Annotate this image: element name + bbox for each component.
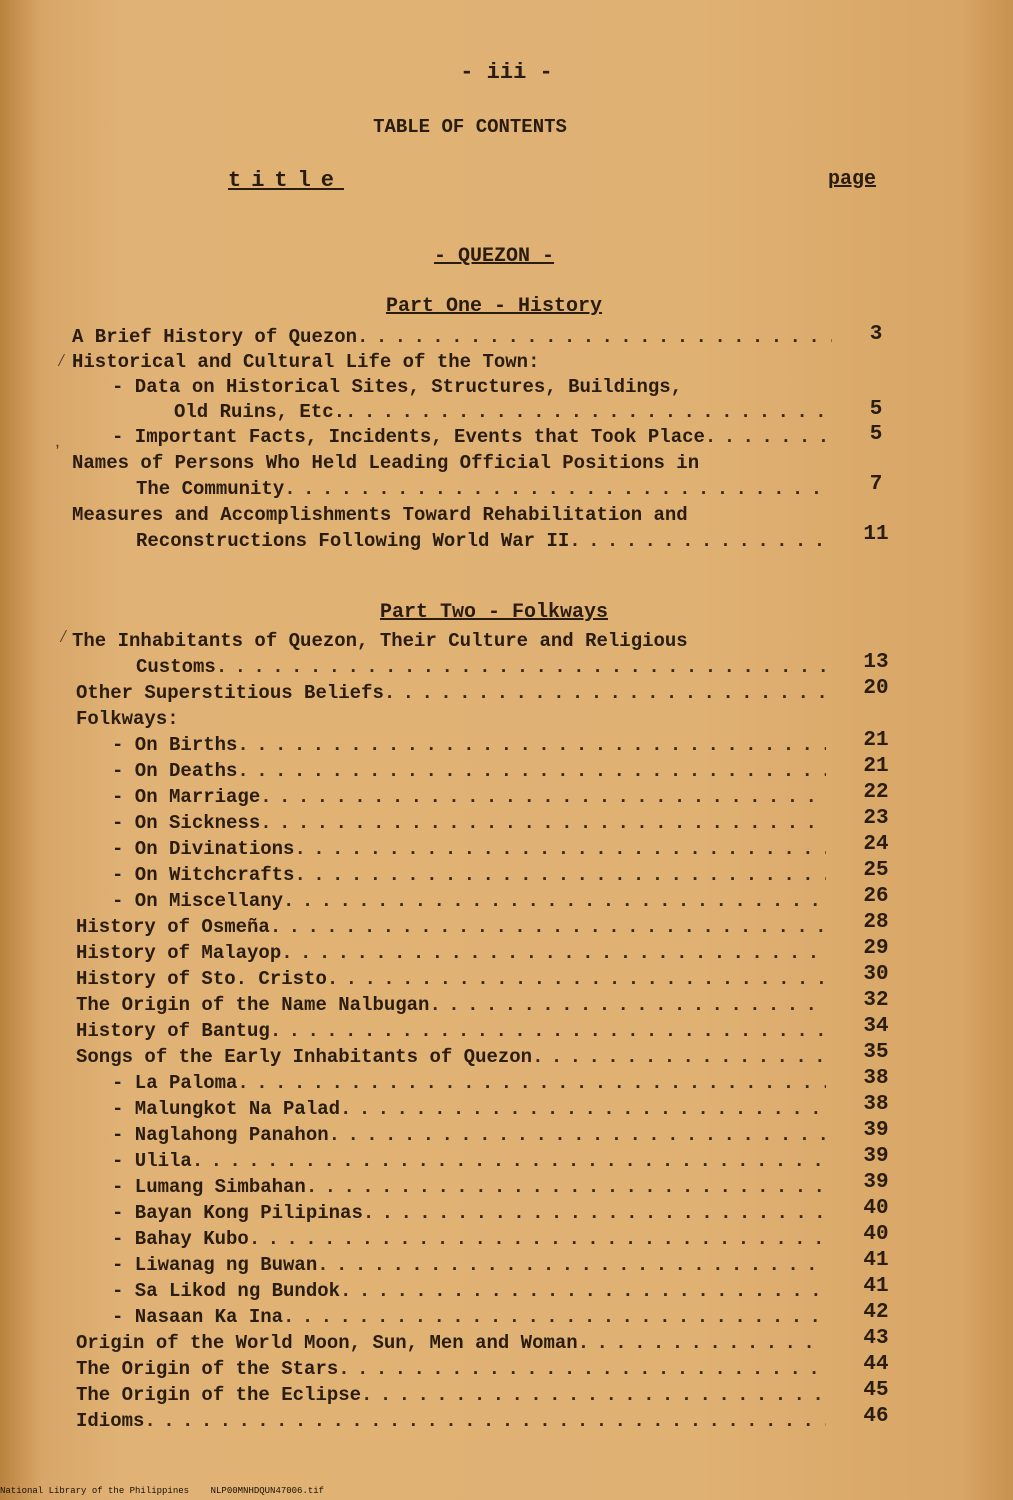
- toc-entry: The Community . . .: [136, 476, 826, 502]
- toc-page-number: 46: [863, 1405, 889, 1428]
- toc-entry: - Data on Historical Sites, Structures, Buildings,: [112, 376, 683, 398]
- toc-entry: Origin of the World Moon, Sun, Men and Woman . . .: [76, 1330, 826, 1356]
- toc-entry: History of Bantug . . .: [76, 1018, 826, 1044]
- toc-page-number: 21: [863, 755, 889, 778]
- toc-entry: - On Deaths . . .: [112, 758, 826, 784]
- toc-page-number: 38: [863, 1067, 889, 1090]
- toc-entry: - Bahay Kubo . . .: [112, 1226, 826, 1252]
- toc-entry: Reconstructions Following World War II . . .: [136, 528, 826, 554]
- page-number: - iii -: [460, 60, 553, 85]
- toc-entry: - On Divinations . . .: [112, 836, 826, 862]
- toc-entry: A Brief History of Quezon . . .: [72, 324, 832, 350]
- toc-entry: History of Osmeña . . .: [76, 914, 826, 940]
- toc-page-number: 40: [863, 1197, 889, 1220]
- toc-entry: The Inhabitants of Quezon, Their Culture and Religious: [72, 630, 688, 652]
- column-header-page: page: [828, 168, 877, 191]
- toc-page-number: 24: [863, 833, 889, 856]
- toc-page-number: 26: [863, 885, 889, 908]
- toc-entry: - On Witchcrafts . . .: [112, 862, 826, 888]
- toc-page-number: 25: [863, 859, 889, 882]
- part-two-heading: Part Two - Folkways: [379, 601, 609, 624]
- toc-page-number: 3: [869, 323, 883, 346]
- toc-entry: - Bayan Kong Pilipinas . . .: [112, 1200, 826, 1226]
- toc-page-number: 13: [863, 651, 889, 674]
- toc-page-number: 28: [863, 911, 889, 934]
- toc-entry: The Origin of the Eclipse . . .: [76, 1382, 826, 1408]
- toc-entry: The Origin of the Stars . . .: [76, 1356, 826, 1382]
- pencil-check-mark-icon: ʼ: [52, 444, 63, 464]
- toc-page-number: 29: [863, 937, 889, 960]
- scan-footer: National Library of the Philippines NLP00MNHDQUN47006.tif: [0, 1486, 325, 1496]
- toc-page-number: 39: [863, 1171, 889, 1194]
- toc-entry: - On Miscellany . . .: [112, 888, 826, 914]
- toc-page-number: 21: [863, 729, 889, 752]
- toc-page-number: 34: [863, 1015, 889, 1038]
- toc-entry: - Malungkot Na Palad . . .: [112, 1096, 826, 1122]
- toc-page-number: 35: [863, 1041, 889, 1064]
- toc-page-number: 5: [869, 423, 883, 446]
- toc-entry: Old Ruins, Etc. . . .: [174, 399, 826, 425]
- toc-page-number: 11: [863, 523, 889, 546]
- toc-page-number: 5: [869, 398, 883, 421]
- toc-entry: - Ulila . . .: [112, 1148, 826, 1174]
- toc-entry: Names of Persons Who Held Leading Official Positions in: [72, 452, 700, 474]
- toc-page-number: 32: [863, 989, 889, 1012]
- toc-page-number: 40: [863, 1223, 889, 1246]
- toc-page-number: 41: [863, 1275, 889, 1298]
- toc-page-number: 43: [863, 1327, 889, 1350]
- toc-page-number: 20: [863, 677, 889, 700]
- toc-page-number: 39: [863, 1119, 889, 1142]
- toc-entry: Other Superstitious Beliefs . . .: [76, 680, 826, 706]
- toc-page-number: 7: [869, 473, 883, 496]
- pencil-check-mark-icon: ⁄: [58, 628, 69, 648]
- toc-entry: The Origin of the Name Nalbugan . . .: [76, 992, 826, 1018]
- toc-entry: - Lumang Simbahan . . .: [112, 1174, 826, 1200]
- pencil-check-mark-icon: ⁄: [56, 352, 67, 372]
- toc-page-number: 38: [863, 1093, 889, 1116]
- toc-entry: - On Sickness . . .: [112, 810, 826, 836]
- toc-page-number: 39: [863, 1145, 889, 1168]
- toc-entry: Historical and Cultural Life of the Town:: [72, 351, 540, 373]
- toc-page-number: 23: [863, 807, 889, 830]
- toc-entry: - La Paloma . . .: [112, 1070, 826, 1096]
- toc-entry: - Sa Likod ng Bundok . . .: [112, 1278, 826, 1304]
- toc-page-number: 42: [863, 1301, 889, 1324]
- toc-entry: - Liwanag ng Buwan . . .: [112, 1252, 826, 1278]
- toc-entry: History of Sto. Cristo . . .: [76, 966, 826, 992]
- toc-entry: Folkways:: [76, 708, 179, 730]
- toc-page-number: 22: [863, 781, 889, 804]
- toc-entry: - Nasaan Ka Ina . . .: [112, 1304, 826, 1330]
- toc-page-number: 41: [863, 1249, 889, 1272]
- toc-entry: - On Marriage . . .: [112, 784, 826, 810]
- toc-entry: - Important Facts, Incidents, Events that Took Place . . .: [112, 424, 826, 450]
- toc-page-number: 44: [863, 1353, 889, 1376]
- toc-entry: History of Malayop . . .: [76, 940, 826, 966]
- document-title: TABLE OF CONTENTS: [373, 116, 567, 138]
- toc-entry: Idioms . . .: [76, 1408, 826, 1434]
- part-one-heading: Part One - History: [385, 295, 603, 318]
- toc-page-number: 30: [863, 963, 889, 986]
- toc-entry: - On Births . . .: [112, 732, 826, 758]
- toc-entry: Customs . . .: [136, 654, 826, 680]
- section-name: - QUEZON -: [433, 245, 555, 268]
- toc-page-number: 45: [863, 1379, 889, 1402]
- toc-entry: Measures and Accomplishments Toward Rehabilitation and: [72, 504, 688, 526]
- toc-entry: - Naglahong Panahon . . .: [112, 1122, 826, 1148]
- column-header-title: title: [228, 168, 345, 193]
- toc-entry: Songs of the Early Inhabitants of Quezon . . .: [76, 1044, 826, 1070]
